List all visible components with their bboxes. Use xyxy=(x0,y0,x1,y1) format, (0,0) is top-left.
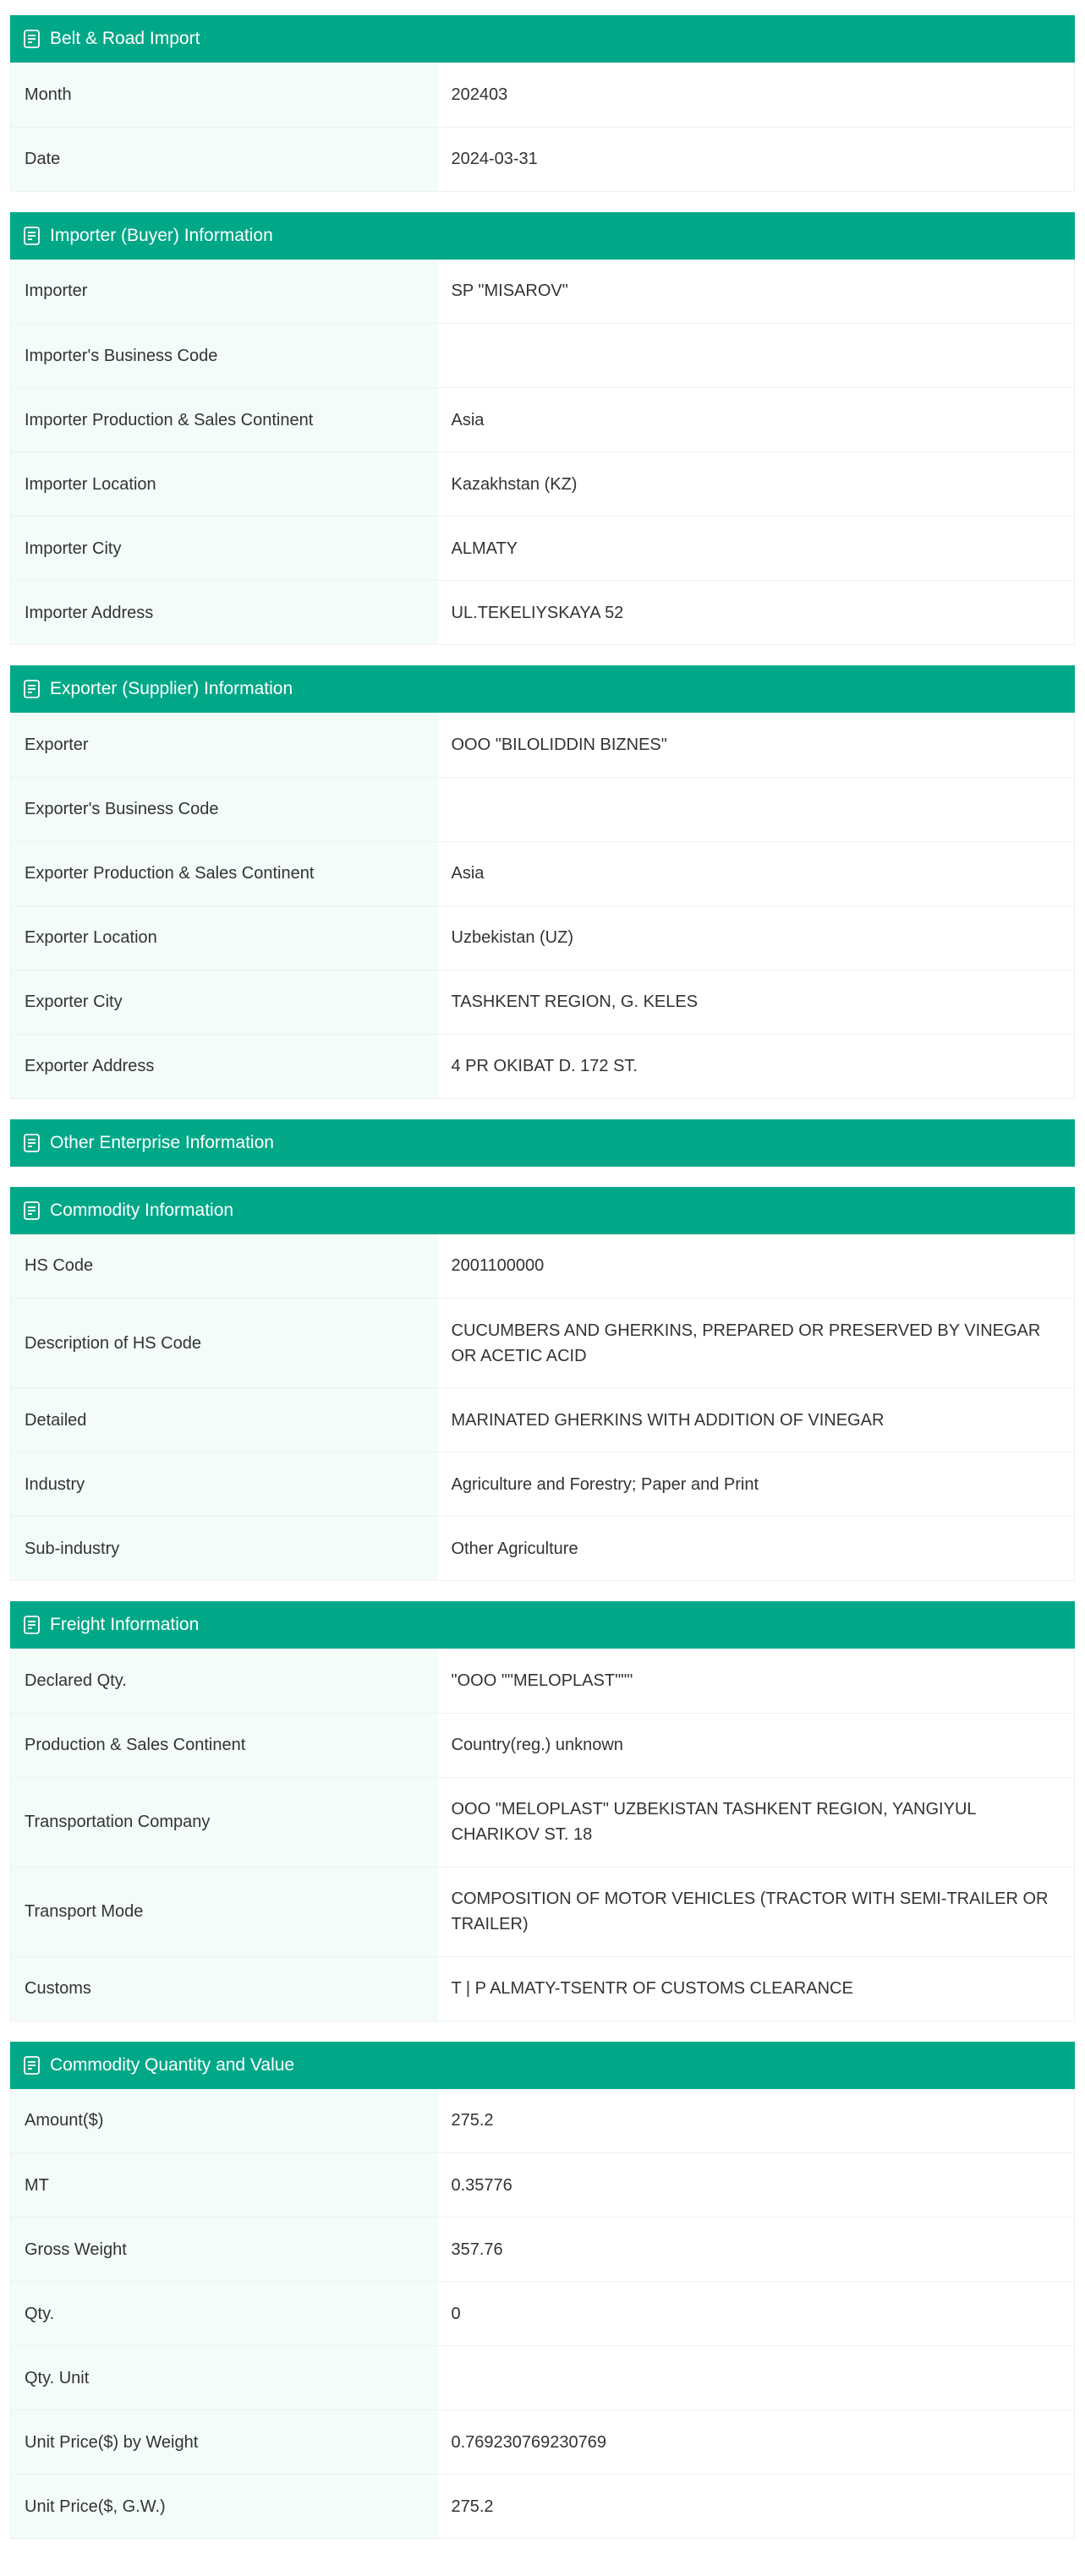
section-header xyxy=(10,665,1075,713)
row-label: Importer Address xyxy=(11,581,438,645)
table-row xyxy=(11,2475,1075,2539)
row-label: Exporter xyxy=(11,713,438,777)
section-table xyxy=(10,63,1075,192)
document-icon xyxy=(24,227,40,245)
section-table xyxy=(10,1649,1075,2021)
section-header xyxy=(10,1601,1075,1649)
row-value: UL.TEKELIYSKAYA 52 xyxy=(438,581,1075,645)
document-icon xyxy=(24,2056,40,2075)
row-value: CUCUMBERS AND GHERKINS, PREPARED OR PRESERVED BY VINEGAR OR ACETIC ACID xyxy=(438,1299,1075,1388)
table-row xyxy=(11,2089,1075,2153)
table-row xyxy=(11,324,1075,388)
table-row xyxy=(11,127,1075,191)
row-label: Importer Production & Sales Continent xyxy=(11,388,438,452)
row-value: 0 xyxy=(438,2282,1075,2346)
section-header xyxy=(10,212,1075,260)
row-label: Detailed xyxy=(11,1388,438,1452)
row-value: ALMATY xyxy=(438,517,1075,581)
table-row xyxy=(11,1388,1075,1452)
table-row xyxy=(11,388,1075,452)
table-row xyxy=(11,905,1075,970)
row-label: Sub-industry xyxy=(11,1517,438,1581)
document-icon xyxy=(24,1616,40,1634)
row-label: Qty. xyxy=(11,2282,438,2346)
section-commodity-information xyxy=(10,1187,1075,1582)
row-label: Gross Weight xyxy=(11,2218,438,2282)
table-row xyxy=(11,260,1075,324)
table-row xyxy=(11,517,1075,581)
row-value: Asia xyxy=(438,388,1075,452)
row-label: Transportation Company xyxy=(11,1777,438,1867)
table-row xyxy=(11,581,1075,645)
row-label: Production & Sales Continent xyxy=(11,1713,438,1777)
row-label: Industry xyxy=(11,1452,438,1517)
table-row xyxy=(11,2282,1075,2346)
table-row xyxy=(11,1517,1075,1581)
table-row xyxy=(11,841,1075,905)
table-row xyxy=(11,2410,1075,2475)
row-value: Kazakhstan (KZ) xyxy=(438,452,1075,517)
section-title: Belt & Road Import xyxy=(50,29,200,48)
section-title: Importer (Buyer) Information xyxy=(50,225,273,245)
section-title: Commodity Information xyxy=(50,1200,234,1220)
section-table xyxy=(10,713,1075,1099)
table-row xyxy=(11,1034,1075,1098)
section-belt-road-import xyxy=(10,15,1075,192)
row-value: 2024-03-31 xyxy=(438,127,1075,191)
row-value: SP "MISAROV" xyxy=(438,260,1075,324)
row-value: COMPOSITION OF MOTOR VEHICLES (TRACTOR WITH SEMI-TRAILER OR TRAILER) xyxy=(438,1867,1075,1956)
table-row xyxy=(11,2218,1075,2282)
section-freight-information xyxy=(10,1601,1075,2021)
row-value: OOO "BILOLIDDIN BIZNES" xyxy=(438,713,1075,777)
table-row xyxy=(11,1299,1075,1388)
row-value: 0.35776 xyxy=(438,2153,1075,2218)
table-row xyxy=(11,2346,1075,2410)
section-table xyxy=(10,1234,1075,1582)
section-title: Exporter (Supplier) Information xyxy=(50,679,293,698)
row-value xyxy=(438,777,1075,841)
row-label: Exporter Location xyxy=(11,905,438,970)
table-row xyxy=(11,1867,1075,1956)
row-value: 275.2 xyxy=(438,2475,1075,2539)
section-title: Commodity Quantity and Value xyxy=(50,2054,295,2075)
row-label: Qty. Unit xyxy=(11,2346,438,2410)
section-importer-information xyxy=(10,212,1075,646)
row-label: Customs xyxy=(11,1956,438,2021)
row-value: T | P ALMATY-TSENTR OF CUSTOMS CLEARANCE xyxy=(438,1956,1075,2021)
row-value: "OOO ""MELOPLAST""" xyxy=(438,1649,1075,1713)
table-row xyxy=(11,1956,1075,2021)
section-title: Other Enterprise Information xyxy=(50,1132,274,1152)
section-commodity-quantity-value xyxy=(10,2042,1075,2540)
section-header xyxy=(10,2042,1075,2089)
table-row xyxy=(11,777,1075,841)
row-label: Importer xyxy=(11,260,438,324)
row-value xyxy=(438,2346,1075,2410)
table-row xyxy=(11,970,1075,1034)
table-row xyxy=(11,1777,1075,1867)
table-row xyxy=(11,1452,1075,1517)
table-row xyxy=(11,1649,1075,1713)
section-header xyxy=(10,15,1075,63)
row-label: Amount($) xyxy=(11,2089,438,2153)
row-label: Date xyxy=(11,127,438,191)
table-row xyxy=(11,63,1075,127)
row-label: Unit Price($) by Weight xyxy=(11,2410,438,2475)
row-label: Month xyxy=(11,63,438,127)
row-value xyxy=(438,324,1075,388)
row-value: Country(reg.) unknown xyxy=(438,1713,1075,1777)
row-label: Exporter City xyxy=(11,970,438,1034)
row-label: Declared Qty. xyxy=(11,1649,438,1713)
row-value: 0.769230769230769 xyxy=(438,2410,1075,2475)
row-label: Exporter Production & Sales Continent xyxy=(11,841,438,905)
row-label: Importer Location xyxy=(11,452,438,517)
row-value: Uzbekistan (UZ) xyxy=(438,905,1075,970)
row-label: Transport Mode xyxy=(11,1867,438,1956)
section-other-enterprise-information xyxy=(10,1119,1075,1167)
row-value: OOO "MELOPLAST" UZBEKISTAN TASHKENT REGION, YANGIYUL CHARIKOV ST. 18 xyxy=(438,1777,1075,1867)
row-label: Importer's Business Code xyxy=(11,324,438,388)
table-row xyxy=(11,452,1075,517)
row-label: Unit Price($, G.W.) xyxy=(11,2475,438,2539)
row-value: 275.2 xyxy=(438,2089,1075,2153)
table-row xyxy=(11,1713,1075,1777)
row-value: Asia xyxy=(438,841,1075,905)
document-icon xyxy=(24,680,40,698)
document-icon xyxy=(24,1134,40,1152)
row-label: Exporter's Business Code xyxy=(11,777,438,841)
row-value: 202403 xyxy=(438,63,1075,127)
row-label: Description of HS Code xyxy=(11,1299,438,1388)
row-value: Agriculture and Forestry; Paper and Print xyxy=(438,1452,1075,1517)
row-value: 2001100000 xyxy=(438,1234,1075,1299)
row-value: 4 PR OKIBAT D. 172 ST. xyxy=(438,1034,1075,1098)
document-icon xyxy=(24,1201,40,1220)
section-header xyxy=(10,1187,1075,1234)
table-row xyxy=(11,713,1075,777)
row-label: MT xyxy=(11,2153,438,2218)
section-header xyxy=(10,1119,1075,1167)
row-label: Exporter Address xyxy=(11,1034,438,1098)
section-table xyxy=(10,2089,1075,2540)
row-label: Importer City xyxy=(11,517,438,581)
row-value: MARINATED GHERKINS WITH ADDITION OF VINEGAR xyxy=(438,1388,1075,1452)
section-exporter-information xyxy=(10,665,1075,1099)
row-value: TASHKENT REGION, G. KELES xyxy=(438,970,1075,1034)
section-title: Freight Information xyxy=(50,1615,200,1634)
document-icon xyxy=(24,30,40,48)
table-row xyxy=(11,1234,1075,1299)
row-value: 357.76 xyxy=(438,2218,1075,2282)
section-table xyxy=(10,260,1075,646)
record-detail-page xyxy=(10,15,1075,2539)
row-value: Other Agriculture xyxy=(438,1517,1075,1581)
row-label: HS Code xyxy=(11,1234,438,1299)
table-row xyxy=(11,2153,1075,2218)
